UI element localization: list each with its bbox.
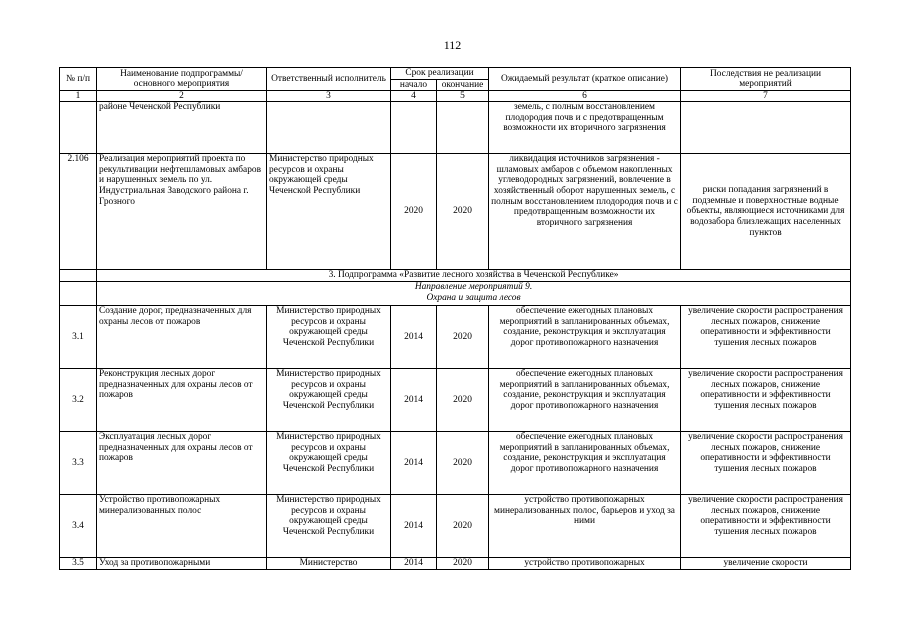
cell-name: Реконструкция лесных дорог предназначенных для охраны лесов от пожаров [97, 369, 267, 432]
column-number: 6 [489, 91, 681, 102]
cell-result: устройство противопожарных [489, 558, 681, 570]
cell-responsible: Министерство природных ресурсов и охраны окружающей среды Чеченской Республики [267, 306, 391, 369]
cell-name: Устройство противопожарных минерализованных полос [97, 495, 267, 558]
cell-name: Создание дорог, предназначенных для охраны лесов от пожаров [97, 306, 267, 369]
header-start: начало [391, 79, 437, 91]
table-row-continuation [60, 102, 851, 154]
cell-num: 3.3 [60, 432, 97, 495]
cell-name: Уход за противопожарными [97, 558, 267, 570]
cell-responsible: Министерство природных ресурсов и охраны окружающей среды Чеченской Республики [267, 154, 391, 270]
cell-consequences: увеличение скорости распространения лесных пожаров, снижение оперативности и эффективности тушения лесных пожаров [681, 432, 851, 495]
table-row [60, 154, 851, 270]
cell-consequences: увеличение скорости распространения лесных пожаров, снижение оперативности и эффективности тушения лесных пожаров [681, 495, 851, 558]
cell-consequences: увеличение скорости распространения лесных пожаров, снижение оперативности и эффективности тушения лесных пожаров [681, 306, 851, 369]
cell-start: 2020 [391, 154, 437, 270]
cell-result: обеспечение ежегодных плановых мероприятий в запланированных объемах, создание, реконструкция и эксплуатация дорог противопожарного назначения [489, 432, 681, 495]
cell-start: 2014 [391, 369, 437, 432]
table-row [60, 432, 851, 495]
column-number: 7 [681, 91, 851, 102]
column-number: 5 [437, 91, 489, 102]
cell-start: 2014 [391, 558, 437, 570]
cell-end: 2020 [437, 154, 489, 270]
cell-end: 2020 [437, 369, 489, 432]
column-number: 2 [97, 91, 267, 102]
cell-result: устройство противопожарных минерализованных полос, барьеров и уход за ними [489, 495, 681, 558]
cell-responsible: Министерство природных ресурсов и охраны окружающей среды Чеченской Республики [267, 432, 391, 495]
cell-name: Реализация мероприятий проекта по рекультивации нефтешламовых амбаров и нарушенных земель по ул. Индустриальная Заводского района г. Грозного [97, 154, 267, 270]
header-end: окончание [437, 79, 489, 91]
cell-num: 3.2 [60, 369, 97, 432]
header-consequences: Последствия не реализации мероприятий [681, 68, 851, 91]
header-name: Наименование подпрограммы/ основного мероприятия [97, 68, 267, 91]
header-result: Ожидаемый результат (краткое описание) [489, 68, 681, 91]
cell-start: 2014 [391, 495, 437, 558]
column-number: 4 [391, 91, 437, 102]
cell-result: ликвидация источников загрязнения - шламовых амбаров с объемом накопленных углеводородных загрязнений, вовлечение в хозяйственный оборот нарушенных земель, с полным восстановлением плодородия почв и с предотвращенным возможности их вторичного загрязнения [489, 154, 681, 270]
cell-result: обеспечение ежегодных плановых мероприятий в запланированных объемах, создание, реконструкция и эксплуатация дорог противопожарного назначения [489, 369, 681, 432]
cell-num: 3.5 [60, 558, 97, 570]
direction-row [60, 282, 851, 306]
header-responsible: Ответственный исполнитель [267, 68, 391, 91]
cell-end: 2020 [437, 558, 489, 570]
direction-line-2: Охрана и защита лесов [426, 292, 521, 303]
table-row [60, 558, 851, 570]
column-number-row [60, 91, 851, 102]
cell-end: 2020 [437, 306, 489, 369]
subprogram-title: 3. Подпрограмма «Развитие лесного хозяйства в Чеченской Республике» [97, 270, 851, 282]
column-number: 1 [60, 91, 97, 102]
cell-name: районе Чеченской Республики [97, 102, 267, 154]
page-number: 112 [443, 38, 462, 52]
table-row [60, 369, 851, 432]
table-row [60, 306, 851, 369]
column-number: 3 [267, 91, 391, 102]
measures-table [59, 67, 851, 570]
header-term: Срок реализации [391, 68, 489, 80]
cell-num: 2.106 [60, 154, 97, 270]
header-num: № п/п [60, 68, 97, 91]
direction-line-1: Направление мероприятий 9. [414, 282, 533, 293]
cell-consequences: увеличение скорости [681, 558, 851, 570]
cell-result: обеспечение ежегодных плановых мероприятий в запланированных объемах, создание, реконструкция и эксплуатация дорог противопожарного назначения [489, 306, 681, 369]
cell-start: 2014 [391, 306, 437, 369]
cell-end: 2020 [437, 495, 489, 558]
cell-responsible: Министерство природных ресурсов и охраны окружающей среды Чеченской Республики [267, 495, 391, 558]
header-row [60, 68, 851, 80]
cell-num: 3.4 [60, 495, 97, 558]
cell-responsible: Министерство [267, 558, 391, 570]
cell-name: Эксплуатация лесных дорог предназначенных для охраны лесов от пожаров [97, 432, 267, 495]
cell-start: 2014 [391, 432, 437, 495]
cell-consequences: риски попадания загрязнений в подземные и поверхностные водные объекты, являющиеся источниками для водозабора близлежащих населенных пунктов [681, 154, 851, 270]
direction-title [97, 282, 851, 306]
cell-num: 3.1 [60, 306, 97, 369]
cell-consequences: увеличение скорости распространения лесных пожаров, снижение оперативности и эффективности тушения лесных пожаров [681, 369, 851, 432]
cell-end: 2020 [437, 432, 489, 495]
cell-responsible: Министерство природных ресурсов и охраны окружающей среды Чеченской Республики [267, 369, 391, 432]
cell-result: земель, с полным восстановлением плодородия почв и с предотвращенным возможности их вторичного загрязнения [489, 102, 681, 154]
subprogram-row [60, 270, 851, 282]
table-row [60, 495, 851, 558]
